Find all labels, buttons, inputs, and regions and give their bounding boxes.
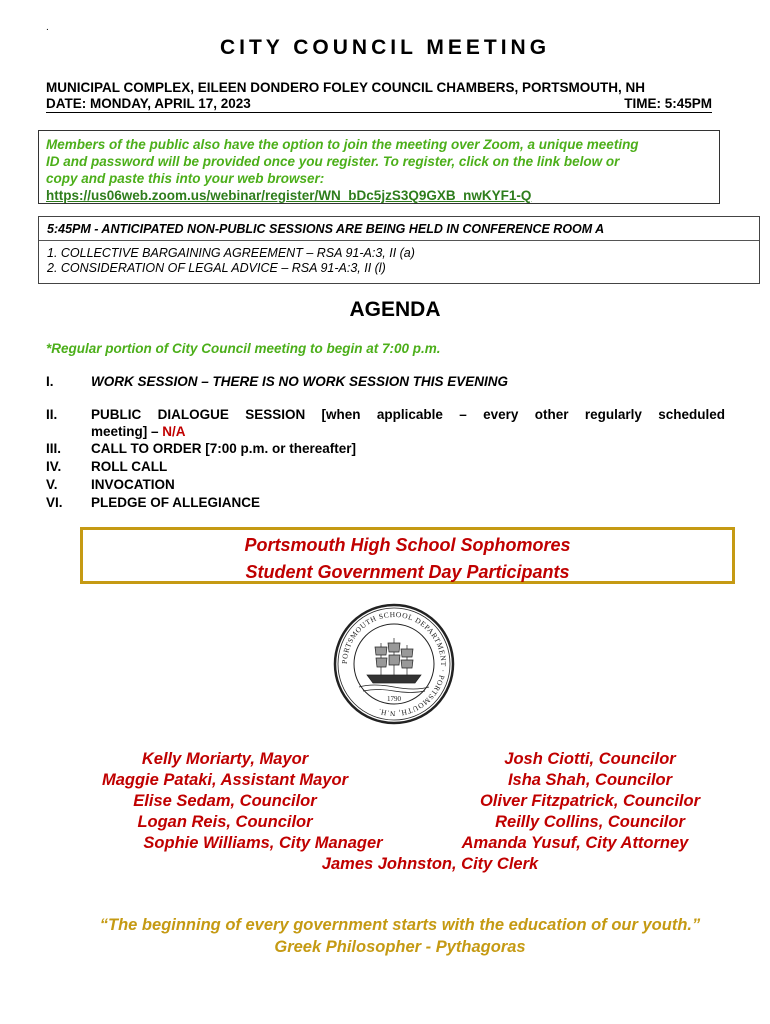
participant-name: James Johnston, City Clerk: [321, 855, 539, 873]
seal-year: 1790: [387, 695, 401, 703]
venue-line: MUNICIPAL COMPLEX, EILEEN DONDERO FOLEY COUNCIL CHAMBERS, PORTSMOUTH, NH: [46, 80, 646, 95]
non-public-item: 2. CONSIDERATION OF LEGAL ADVICE – RSA 91-A:3, II (l): [47, 261, 386, 275]
agenda-item-number: VI.: [46, 495, 63, 510]
ship-seal-icon: [333, 603, 455, 725]
non-public-item: 1. COLLECTIVE BARGAINING AGREEMENT – RSA 91-A:3, II (a): [47, 246, 415, 260]
quote-text: “The beginning of every government starts with the education of our youth.”: [99, 916, 701, 934]
stray-mark: .: [46, 22, 49, 33]
agenda-item-number: IV.: [46, 459, 62, 474]
agenda-item-text: meeting] –: [91, 424, 163, 439]
seal-ring-text: PORTSMOUTH SCHOOL DEPARTMENT · PORTSMOUTH, N.H.: [339, 609, 449, 719]
zoom-text-line-2: ID and password will be provided once you register. To register, click on the link below or: [46, 154, 620, 169]
agenda-item-text: WORK SESSION – THERE IS NO WORK SESSION THIS EVENING: [91, 374, 509, 389]
zoom-registration-link[interactable]: https://us06web.zoom.us/webinar/register/WN_bDc5jzS3Q9GXB_nwKYF1-Q: [46, 188, 532, 203]
quote-attribution: Greek Philosopher - Pythagoras: [274, 938, 526, 956]
agenda-item-number: III.: [46, 441, 62, 456]
student-government-banner: [80, 527, 735, 584]
participant-name: Kelly Moriarty, Mayor: [141, 750, 309, 768]
banner-line-1: Portsmouth High School Sophomores: [244, 535, 571, 555]
non-public-heading: 5:45PM - ANTICIPATED NON-PUBLIC SESSIONS ARE BEING HELD IN CONFERENCE ROOM A: [39, 217, 759, 241]
page-title: CITY COUNCIL MEETING: [219, 36, 551, 59]
regular-portion-note: *Regular portion of City Council meeting to begin at 7:00 p.m.: [46, 341, 441, 356]
participant-name: Maggie Pataki, Assistant Mayor: [101, 771, 349, 789]
participant-name: Logan Reis, Councilor: [137, 813, 313, 831]
participant-name: Oliver Fitzpatrick, Councilor: [479, 792, 701, 810]
agenda-item-text: PLEDGE OF ALLEGIANCE: [91, 495, 261, 510]
agenda-item-text: PUBLIC DIALOGUE SESSION [when applicable – every other regularly scheduled: [91, 407, 725, 422]
participant-name: Reilly Collins, Councilor: [495, 813, 685, 831]
participant-name: Sophie Williams, City Manager: [143, 834, 383, 852]
meeting-time: TIME: 5:45PM: [624, 96, 712, 111]
non-public-session-box: [38, 216, 760, 284]
participant-name: Josh Ciotti, Councilor: [504, 750, 676, 768]
agenda-item-text: CALL TO ORDER [7:00 p.m. or thereafter]: [91, 441, 357, 456]
participant-name: Elise Sedam, Councilor: [133, 792, 317, 810]
agenda-item-text: ROLL CALL: [91, 459, 168, 474]
participant-name: Isha Shah, Councilor: [507, 771, 673, 789]
zoom-text-line-3: copy and paste this into your web browser:: [46, 171, 325, 186]
agenda-item-number: V.: [46, 477, 58, 492]
date-time-line: [46, 96, 712, 113]
agenda-heading: AGENDA: [349, 298, 441, 321]
agenda-item-number: I.: [46, 374, 54, 389]
participant-name: Amanda Yusuf, City Attorney: [461, 834, 689, 852]
zoom-info-box: [38, 130, 720, 204]
banner-line-2: Student Government Day Participants: [245, 562, 570, 582]
agenda-item-text: INVOCATION: [91, 477, 175, 492]
agenda-item-number: II.: [46, 407, 58, 422]
closing-quote: [0, 914, 770, 958]
zoom-text-line-1: Members of the public also have the option to join the meeting over Zoom, a unique meeting: [46, 137, 639, 152]
na-label: N/A: [162, 424, 186, 439]
meeting-date: DATE: MONDAY, APRIL 17, 2023: [46, 96, 251, 111]
